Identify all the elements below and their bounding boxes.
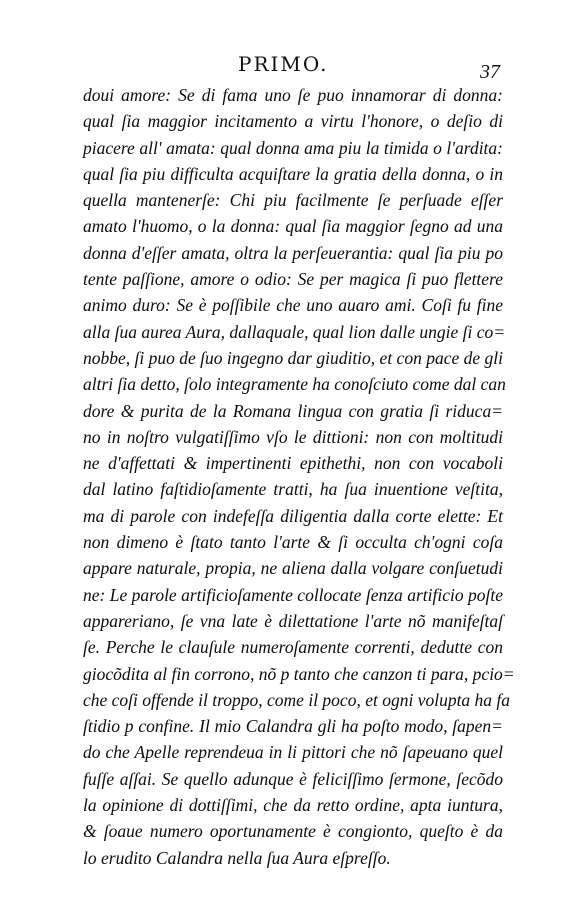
text-line: no in noſtro vulgatiſſimo vſo le dittioni: non con moltitudi — [83, 426, 503, 447]
text-line: ne: Le parole artificioſamente collocate ſenza artificio poſte — [83, 584, 503, 605]
text-line: che coſi offende il troppo, come il poco, et ogni volupta ha fa — [83, 689, 511, 710]
text-line: lo erudito Calandra nella ſua Aura eſpreſſo. — [83, 847, 391, 868]
text-line: do che Apelle reprendeua in li pittori che nõ ſapeuano quel — [83, 742, 503, 763]
text-line: ſe. Perche le clauſule numeroſamente correnti, dedutte con — [83, 637, 503, 658]
text-line: alla ſua aurea Aura, dallaquale, qual lion dalle ungie ſi co= — [83, 321, 506, 342]
body-text — [83, 82, 515, 871]
text-line: doui amore: Se di fama uno ſe puo innamorar di donna: — [83, 85, 503, 105]
text-line: tente paſſione, amore o odio: Se per magica ſi puo flettere — [83, 269, 503, 290]
text-line: amato l'huomo, o la donna: qual ſia maggior ſegno ad una — [83, 216, 503, 237]
text-line: quella mantenerſe: Chi piu facilmente ſe perſuade eſſer — [83, 190, 503, 211]
text-line: dal latino faſtidioſamente tratti, ha ſua inuentione veſtita, — [83, 479, 503, 500]
text-line: ſtidio p confine. Il mio Calandra gli ha poſto modo, ſapen= — [83, 716, 503, 737]
text-line: appareriano, ſe vna late è dilettatione l'arte nõ manifeſtaſ — [83, 610, 503, 631]
text-line: la opinione di dottiſſimi, che da retto ordine, apta iuntura, — [83, 795, 503, 816]
page-number: 37 — [480, 61, 500, 83]
text-line: ma di parole con indefeſſa diligentia dalla corte elette: Et — [83, 505, 503, 526]
text-line: ne d'affettati & impertinenti epithethi, non con vocaboli — [83, 453, 503, 474]
text-line: & ſoaue numero oportunamente è congionto, queſto è da — [83, 821, 503, 842]
text-line: giocõdita al fin corrono, nõ p tanto che canzon ti para, pcio= — [83, 663, 515, 684]
text-line: fuſſe aſſai. Se quello adunque è feliciſſimo ſermone, ſecõdo — [83, 768, 503, 789]
text-line: appare naturale, propia, ne aliena dalla volgare conſuetudi — [83, 558, 503, 579]
text-line: non dimeno è ſtato tanto l'arte & ſi occulta ch'ogni coſa — [83, 532, 503, 553]
text-line: donna d'eſſer amata, oltra la perſeuerantia: qual ſia piu po — [83, 242, 503, 263]
text-line: nobbe, ſi puo de ſuo ingegno dar giuditio, et con pace de gli — [83, 347, 503, 368]
text-line: qual ſia piu difficulta acquiſtare la gratia della donna, o in — [83, 163, 503, 184]
text-line: dore & purita de la Romana lingua con gratia ſi riduca= — [83, 400, 503, 421]
text-line: altri ſia detto, ſolo integramente ha conoſciuto come dal can — [83, 374, 506, 395]
text-line: piacere all' amata: qual donna ama piu la timida o l'ardita: — [83, 137, 503, 158]
running-head: PRIMO. — [238, 52, 329, 76]
text-line: animo duro: Se è poſſibile che uno auaro ami. Coſi fu fine — [83, 295, 503, 316]
text-line: qual ſia maggior incitamento a virtu l'honore, o deſio di — [83, 111, 503, 132]
